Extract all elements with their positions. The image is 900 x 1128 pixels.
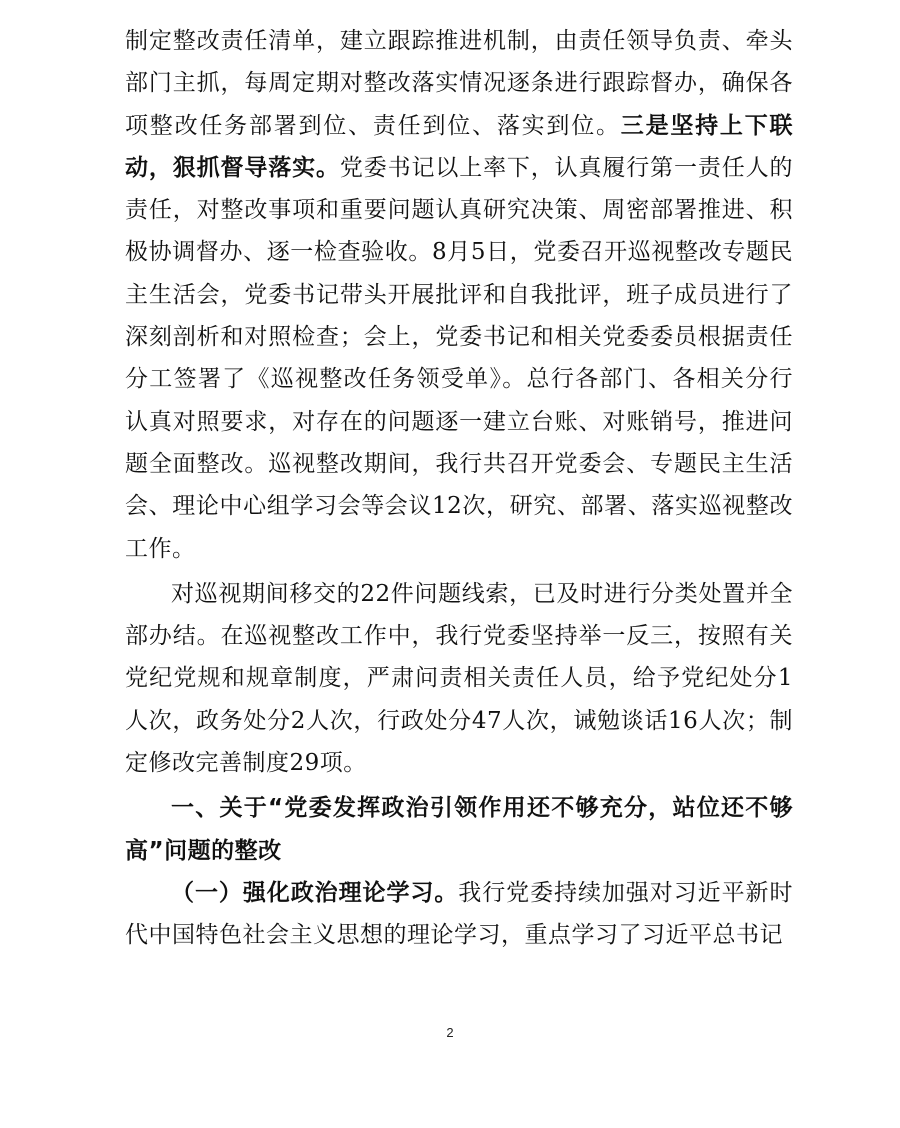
page-number: 2 bbox=[446, 1025, 454, 1040]
section-heading-1: 一、关于“党委发挥政治引领作用还不够充分，站位还不够高”问题的整改 bbox=[125, 795, 793, 864]
paragraph-3-text-b: 我行党委持续加强对习近平新时代中国特色社会主义思想的理论学习，重点学习了习近平总书记 bbox=[125, 879, 794, 949]
paragraph-2: 对巡视期间移交的22件问题线索，已及时进行分类处置并全部办结。在巡视整改工作中，我行党委坚持举一反三，按照有关党纪党规和规章制度，严肃问责相关责任人员，给予党纪处分1人次，政务处分2人次，行政处分47人次，诫勉谈话16人次；制定修改完善制度29项。 bbox=[125, 580, 793, 777]
paragraph-1-bold-point-three: 三是坚持上下联动，狠抓督导落实。 bbox=[125, 112, 794, 181]
paragraph-1-text-c: 党委书记以上率下，认真履行第一责任人的责任，对整改事项和重要问题认真研究决策、周密部署推进、积极协调督办、逐一检查验收。8月5日，党委召开巡视整改专题民主生活会，党委书记带头开展批评和自我批评，班子成员进行了深刻剖析和对照检查；会上，党委书记和相关党委委员根据责任分工签署了《巡视整改任务领受单》。总行各部门、各相关分行认真对照要求，对存在的问题逐一建立台账、对账销号，推进问题全面整改。巡视整改期间，我行共召开党委会、专题民主生活会、理论中心组学习会等会议12次，研究、部署、落实巡视整改工作。 bbox=[125, 154, 794, 562]
paragraph-1 bbox=[125, 20, 793, 570]
paragraph-3 bbox=[125, 872, 793, 957]
paragraph-1-text-a: 制定整改责任清单，建立跟踪推进机制，由责任领导负责、牵头部门主抓，每周定期对整改落实情况逐条进行跟踪督办，确保各项整改任务部署到位、责任到位、落实到位。 bbox=[125, 28, 793, 139]
document-body bbox=[125, 20, 793, 957]
paragraph-3-bold-subheading: （一）强化政治理论学习。 bbox=[171, 879, 459, 906]
